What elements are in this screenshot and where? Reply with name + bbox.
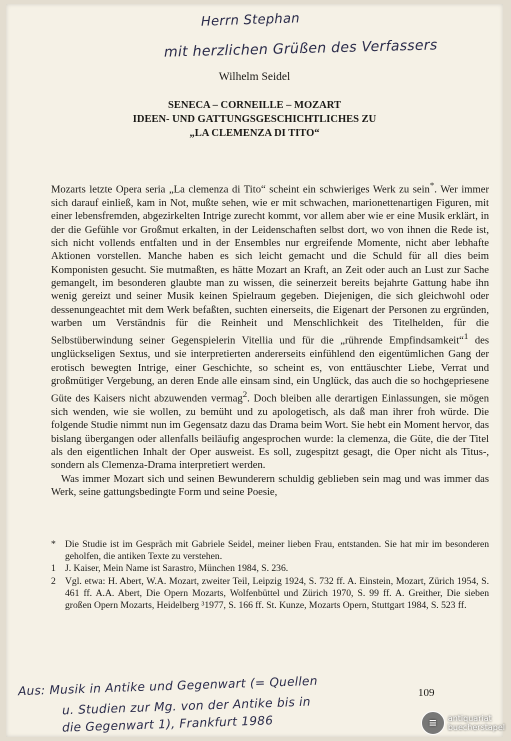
footnote-ref-star: * [429, 180, 435, 190]
watermark-line-2: buecherstapel [447, 723, 505, 732]
paragraph-1 [51, 179, 489, 473]
document-page [6, 4, 503, 737]
title-line-2: IDEEN- UND GATTUNGSGESCHICHTLICHES ZU [132, 114, 377, 125]
watermark-text [448, 714, 505, 732]
paragraph-1-part-c: des unglückseligen Sextus, und sie interpretierten andererseits einfühlend den eigentümlichen Gang der erotisch bewegten Intrige, einer Geschichte, so scheint es, von enttäuschter Liebe, Verrat und großmütiger Vergebung, an deren Ende alle einsam sind, ein Unglück, das auch die so hochgepriesene Güte des Kaisers nicht abzuwenden vermag [51, 335, 489, 405]
paragraph-2: Was immer Mozart sich und seinen Bewunderern schuldig geblieben sein mag und was immer das Werk, seine gattungsbedingte Form und seine Poesie, [51, 473, 489, 499]
author-name: Wilhelm Seidel [218, 71, 291, 83]
paragraph-1-part-b: . Wer immer sich darauf einließ, kam in Not, mußte sehen, wie er mit schwachen, marionettenartigen Figuren, mit einer lebensfremden, abgezirkelten Intrige zurecht kommt, vor allem aber wie er eine Musik erklärt, in der die Gefühle vor Großmut erkalten, in der Leidenschaften selbst dort, wo von ihnen die Rede ist, sich nicht vollends entfalten und in der Ensembles nur ergreifende Momente, nicht aber lebhafte Aktionen vorstellen. Manche haben es sich leicht gemacht und die Schuld für all dies beim Komponisten gesucht. Sie mutmaßten, es hätte Mozart an Kraft, an Zeit oder auch an Lust zur Sache gemangelt, im besonderen glaubte man zu wissen, die seinerzeit bereits bejahrte Gattung habe ihn wenig gereizt und seiner Musik keinen Spielraum gegeben. Diejenigen, die sich gleichwohl oder dessenungeachtet mit dem Werk befaßten, suchten einerseits, die Eigenart der Personen zu ergründen, warben um Verständnis für die Reinheit und Menschlichkeit des Titelhelden, für die Selbstüberwindung seiner Gegenspielerin Vitellia und für die „rührende Empfindsamkeit“ [51, 184, 489, 347]
title-line-1: SENECA – CORNEILLE – MOZART [168, 100, 341, 111]
footnote-text: Vgl. etwa: H. Abert, W.A. Mozart, zweiter Teil, Leipzig 1924, S. 732 ff. A. Einstein, Mozart, Zürich 1954, S. 461 ff. A.A. Abert, Die Opern Mozarts, Wolfenbüttel und Zürich 1970, S. 99 ff. A. Greither, Die sieben großen Opern Mozarts, Heidelberg ³1977, S. 166 ff. St. Kunze, Mozarts Opern, Stuttgart 1984, S. 523 ff. [65, 575, 489, 612]
footnotes [51, 539, 489, 612]
page-number: 109 [418, 687, 435, 699]
watermark [421, 711, 505, 735]
footnote-mark: 2 [51, 575, 56, 587]
footnote-star [51, 539, 489, 563]
title-line-3: „LA CLEMENZA DI TITO“ [189, 128, 320, 139]
footnote-mark: * [51, 539, 56, 550]
footnote-text: Die Studie ist im Gespräch mit Gabriele Seidel, meiner lieben Frau, entstanden. Sie hat mir im besonderen geholfen, die antiken Texte zu verstehen. [65, 539, 489, 563]
paragraph-1-part-d: . Doch bleiben alle derartigen Einlassungen, sie mögen sich wenden, wie sie wollen, zu bemüht und zu apologetisch, als daß man ihrer froh würde. Die folgende Studie nimmt nun im Gegensatz dazu das Drama beim Wort. Sie hebt ein Moment hervor, das bislang übergangen oder allenfalls beiläufig angesprochen wurde: la clemenza, die Güte, die der Titel als den eigentlichen Inhalt der Oper ausweist. Es soll, zugespitzt gesagt, die Oper nicht als Titus-, sondern als Clemenza-Drama interpretiert werden. [51, 393, 489, 472]
handwritten-source-line-1: Aus: Musik in Antike und Gegenwart (= Quellen [17, 673, 318, 699]
book-stack-icon: ≡ [421, 711, 445, 735]
article-title [6, 99, 503, 141]
handwritten-source-line-2: u. Studien zur Mg. von der Antike bis in [61, 694, 311, 718]
footnote-ref-2: 2 [242, 389, 248, 400]
handwritten-dedication-line-1: Herrn Stephan [200, 11, 301, 30]
footnote-ref-1: 1 [463, 331, 469, 342]
footnote-1 [51, 563, 489, 575]
footnote-mark: 1 [51, 563, 56, 575]
footnote-text: J. Kaiser, Mein Name ist Sarastro, München 1984, S. 236. [65, 563, 289, 575]
handwritten-source-line-3: die Gegenwart 1), Frankfurt 1986 [61, 713, 274, 735]
footnote-2 [51, 576, 489, 613]
body-text [51, 179, 489, 500]
paragraph-1-part-a: Mozarts letzte Opera seria „La clemenza di Tito“ scheint ein schwieriges Werk zu sein [51, 184, 430, 196]
handwritten-dedication-line-2: mit herzlichen Grüßen des Verfassers [163, 37, 438, 61]
watermark-line-1: antiquariat [447, 714, 492, 723]
